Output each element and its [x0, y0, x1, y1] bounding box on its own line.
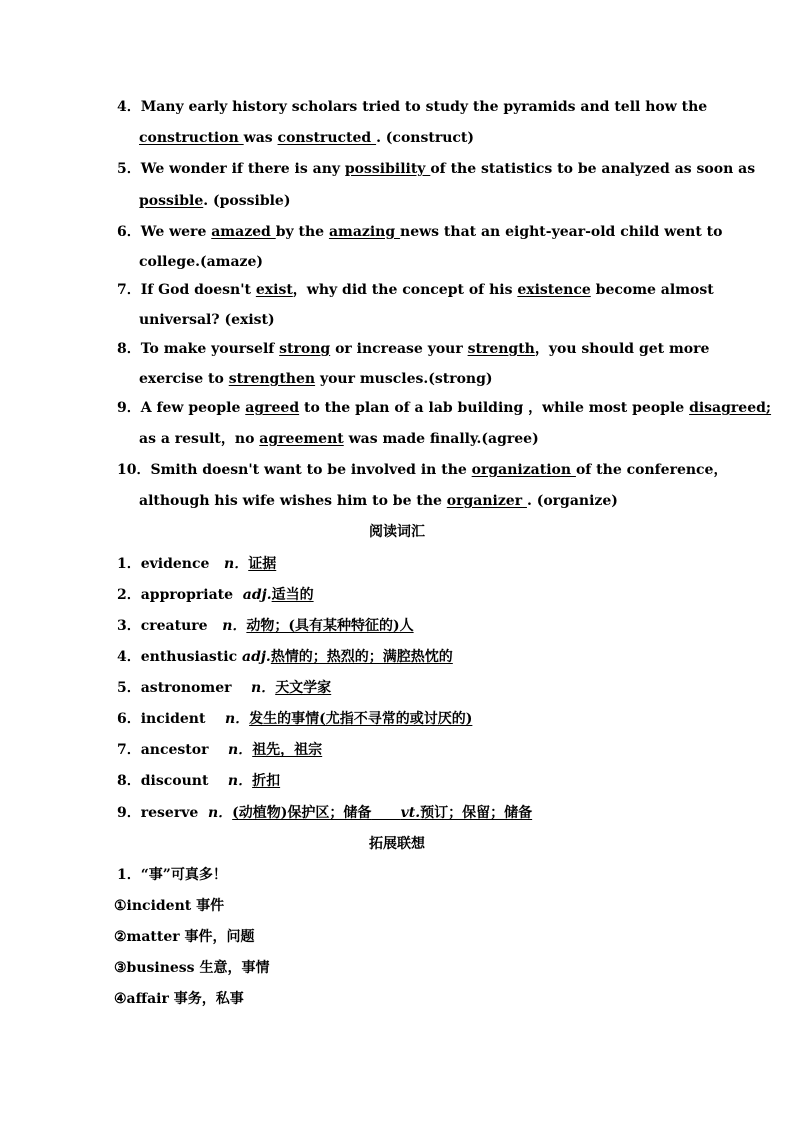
sentence-7-line-2: universal? (exist)	[139, 312, 275, 328]
extension-item: ①incident 事件	[114, 898, 225, 914]
vocab-item: 3．creature n．动物；(具有某种特征的)人	[117, 618, 414, 634]
sentence-6-line-1: 6．We were amazed by the amazing news that an eight-year-old child went to	[117, 224, 723, 240]
sentence-7-line-1: 7．If God doesn't exist，why did the concept of his existence become almost	[117, 282, 714, 298]
section-heading-reading-vocab: 阅读词汇	[369, 524, 425, 540]
sentence-5-line-2: possible. (possible)	[139, 193, 291, 209]
vocab-item: 7．ancestor n．祖先，祖宗	[117, 742, 323, 758]
sentence-6-line-2: college.(amaze)	[139, 254, 264, 270]
extension-item: ③business 生意，事情	[114, 960, 270, 976]
sentence-8-line-2: exercise to strengthen your muscles.(strong)	[139, 371, 493, 387]
section-heading-extension: 拓展联想	[369, 836, 425, 852]
sentence-4-line-1: 4．Many early history scholars tried to study the pyramids and tell how the	[117, 99, 708, 115]
vocab-item: 2．appropriate adj.适当的	[117, 587, 314, 603]
sentence-9-line-2: as a result，no agreement was made finally.(agree)	[139, 431, 539, 447]
vocab-item: 5．astronomer n．天文学家	[117, 680, 332, 696]
vocab-item: 4．enthusiastic adj.热情的；热烈的；满腔热忱的	[117, 649, 453, 665]
sentence-5-line-1: 5．We wonder if there is any possibility of the statistics to be analyzed as soon as	[117, 161, 756, 177]
sentence-10-line-1: 10．Smith doesn't want to be involved in the organization of the conference，	[117, 462, 728, 478]
vocab-item: 8．discount n．折扣	[117, 773, 281, 789]
vocab-item: 6．incident n．发生的事情(尤指不寻常的或讨厌的)	[117, 711, 473, 727]
extension-item: ④affair 事务，私事	[114, 991, 244, 1007]
sentence-8-line-1: 8．To make yourself strong or increase your strength，you should get more	[117, 341, 710, 357]
extension-item: ②matter 事件，问题	[114, 929, 255, 945]
vocab-item: 9．reserve n．(动植物)保护区；储备 vt.预订；保留；储备	[117, 805, 533, 821]
sentence-9-line-1: 9．A few people agreed to the plan of a lab building ，while most people disagreed;	[117, 400, 772, 416]
vocab-item: 1．evidence n．证据	[117, 556, 277, 572]
extension-title: 1．“事”可真多！	[117, 867, 227, 883]
sentence-10-line-2: although his wife wishes him to be the organizer . (organize)	[139, 493, 618, 509]
sentence-4-line-2: construction was constructed . (construct)	[139, 130, 474, 146]
